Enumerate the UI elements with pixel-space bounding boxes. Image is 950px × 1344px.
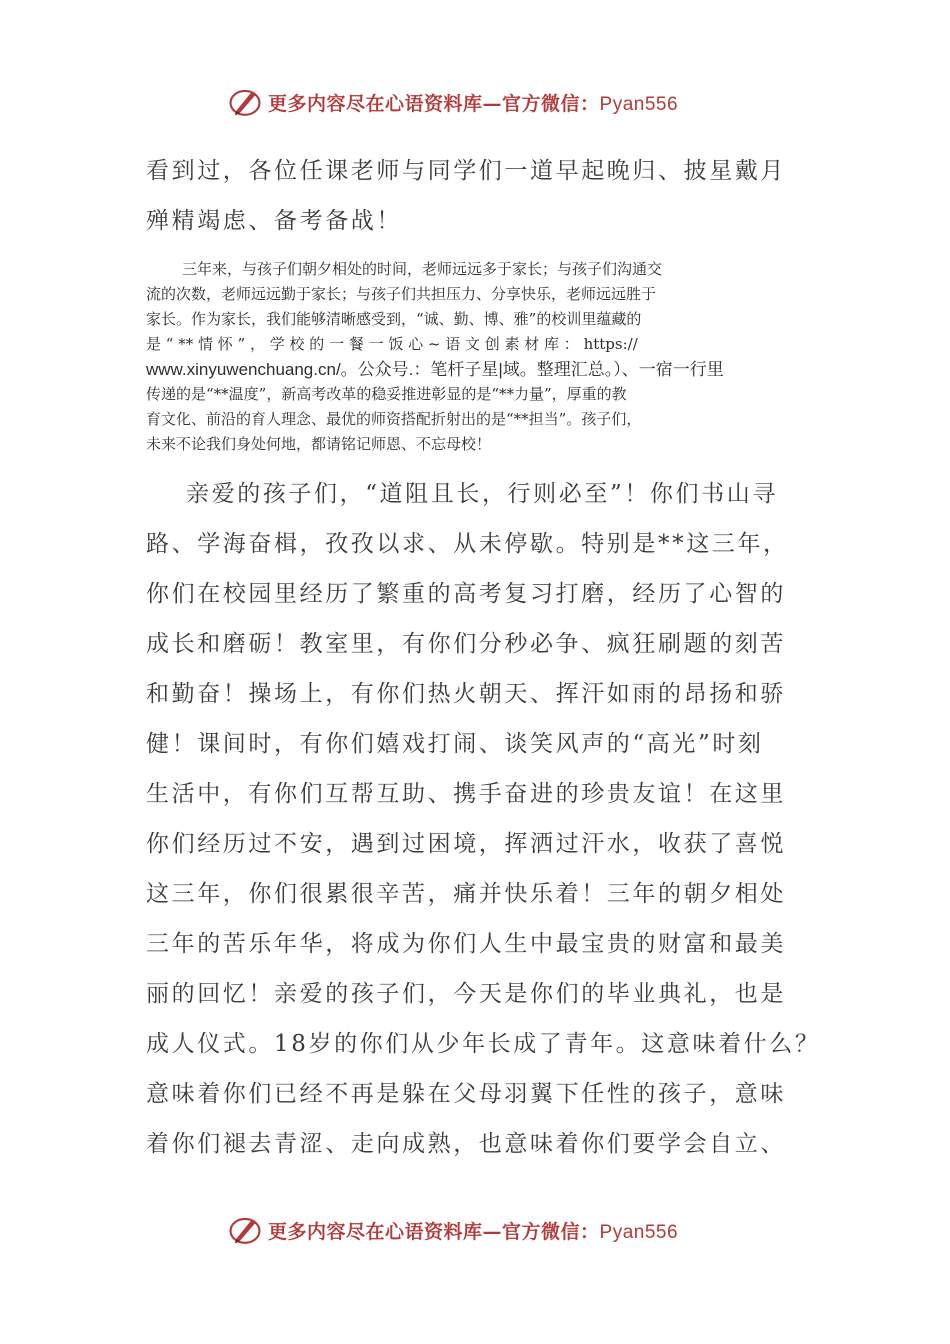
text-line: 生活中，有你们互帮互助、携手奋进的珍贵友谊！在这里 xyxy=(146,781,786,807)
wechat-id: Pyan556 xyxy=(599,1221,679,1243)
wechat-id: Pyan556 xyxy=(599,93,679,115)
pen-nib-icon xyxy=(228,85,262,119)
paragraph-2 xyxy=(146,257,811,457)
text-line: 成人仪式。18岁的你们从少年长成了青年。这意味着什么？ xyxy=(146,1031,821,1057)
paragraph-1 xyxy=(146,146,811,246)
pen-nib-icon xyxy=(228,1213,262,1247)
text-line: 健！课间时，有你们嬉戏打闹、谈笑风声的“高光”时刻 xyxy=(146,731,764,757)
text-line: 是 “ ** 情 怀 ” ， 学 校 的 一 餐 一 饭 心 ~ 语 文 创 素 材 库 ： https:// xyxy=(146,335,638,353)
text-line: 流的次数，老师远远勤于家长；与孩子们共担压力、分享快乐，老师远远胜于 xyxy=(146,285,657,303)
text-line: 殚精竭虑、备考备战！ xyxy=(146,208,402,234)
text-line: 传递的是“**温度”，新高考改革的稳妥推进彰显的是“**力量”，厚重的教 xyxy=(146,385,627,403)
text-line: 路、学海奋楫，孜孜以求、从未停歇。特别是**这三年， xyxy=(146,531,789,557)
banner-text: 更多内容尽在心语资料库—官方微信：Pyan556 xyxy=(268,1220,679,1243)
paragraph-3 xyxy=(146,469,821,1169)
text-line: 三年来，与孩子们朝夕相处的时间，老师远远多于家长；与孩子们沟通交 xyxy=(182,260,663,278)
text-line: 你们在校园里经历了繁重的高考复习打磨，经历了心智的 xyxy=(146,581,786,607)
text-line: www.xinyuwenchuang.cn/。公众号.：笔杆子星|域。整理汇总。）、一宿一行里 xyxy=(146,360,724,379)
text-line: 你们经历过不安，遇到过困境，挥洒过汗水，收获了喜悦 xyxy=(146,831,786,857)
text-line: 家长。作为家长，我们能够清晰感受到，“诚、勤、博、雅”的校训里蕴藏的 xyxy=(146,310,642,328)
text-line: 育文化、前沿的育人理念、最优的师资搭配折射出的是“**担当”。孩子们， xyxy=(146,410,642,428)
text-line: 这三年，你们很累很辛苦，痛并快乐着！三年的朝夕相处 xyxy=(146,881,786,907)
text-line: 成长和磨砺！教室里，有你们分秒必争、疯狂刷题的刻苦 xyxy=(146,631,786,657)
footer-banner xyxy=(228,1210,748,1250)
text-line: 看到过，各位任课老师与同学们一道早起晚归、披星戴月 xyxy=(146,158,786,184)
text-line: 丽的回忆！亲爱的孩子们，今天是你们的毕业典礼，也是 xyxy=(146,981,786,1007)
banner-text: 更多内容尽在心语资料库—官方微信：Pyan556 xyxy=(268,92,679,115)
header-banner xyxy=(228,82,748,122)
text-line: 未来不论我们身处何地，都请铭记师恩、不忘母校！ xyxy=(146,435,492,453)
text-line: 着你们褪去青涩、走向成熟，也意味着你们要学会自立、 xyxy=(146,1131,786,1157)
text-line: 和勤奋！操场上，有你们热火朝天、挥汗如雨的昂扬和骄 xyxy=(146,681,786,707)
text-line: 三年的苦乐年华，将成为你们人生中最宝贵的财富和最美 xyxy=(146,931,786,957)
text-line: 意味着你们已经不再是躲在父母羽翼下任性的孩子，意味 xyxy=(146,1081,786,1107)
text-line: 亲爱的孩子们，“道阻且长，行则必至”！你们书山寻 xyxy=(186,481,778,507)
